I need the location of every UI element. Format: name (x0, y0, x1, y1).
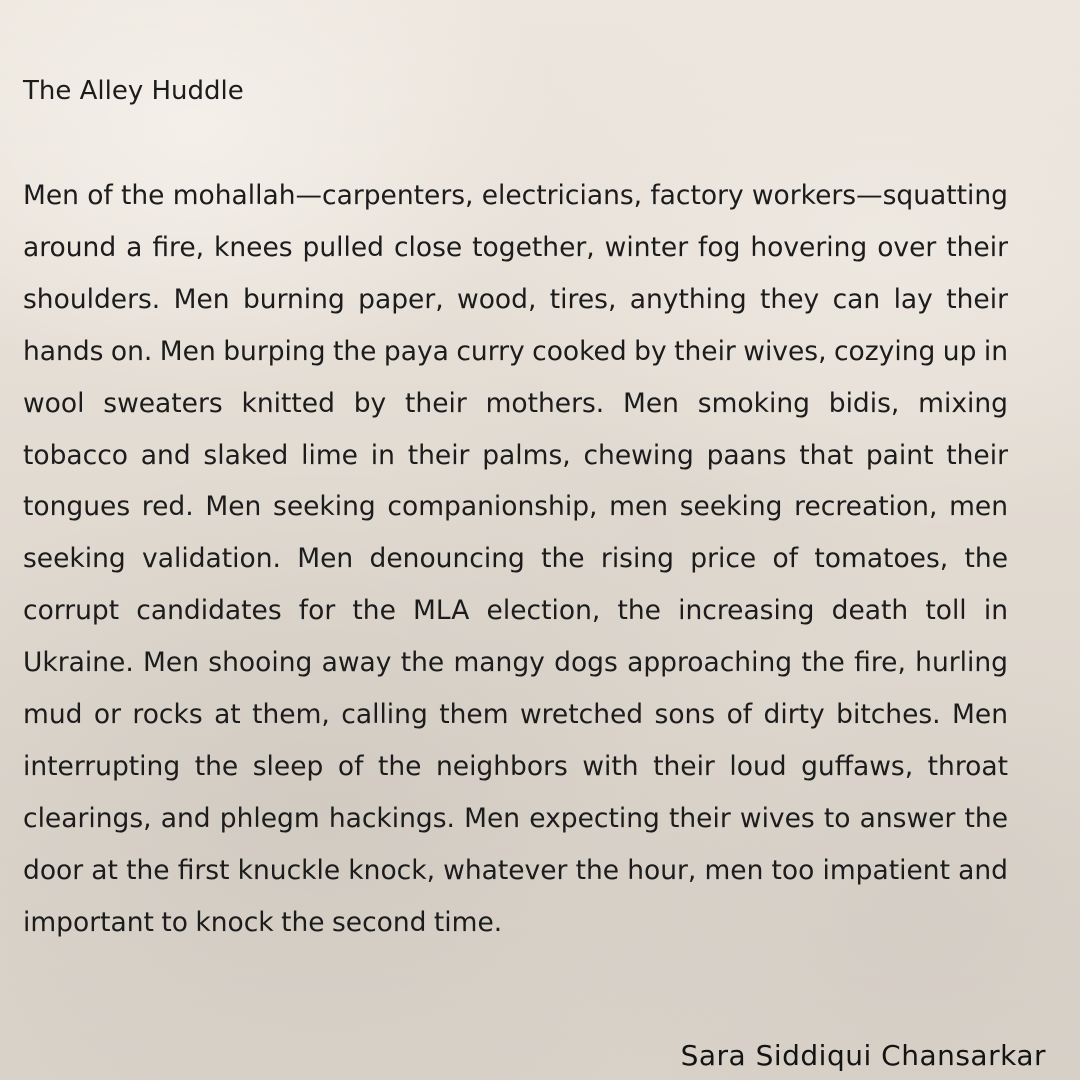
author-signature: Sara Siddiqui Chansarkar (680, 1039, 1046, 1072)
poem-title: The Alley Huddle (23, 76, 244, 106)
poem-body: Men of the mohallah—carpenters, electricians, factory workers—squatting around a fire, knees pulled close together, winter fog hovering over their shoulders. Men burning paper, wood, tires, anything they can lay their hands on. Men burping the paya curry cooked by their wives, cozying up in wool sweaters knitted by their mothers. Men smoking bidis, mixing tobacco and slaked lime in their palms, chewing paans that paint their tongues red. Men seeking companionship, men seeking recreation, men seeking validation. Men denouncing the rising price of tomatoes, the corrupt candidates for the MLA election, the increasing death toll in Ukraine. Men shooing away the mangy dogs approaching the fire, hurling mud or rocks at them, calling them wretched sons of dirty bitches. Men interrupting the sleep of the neighbors with their loud guffaws, throat clearings, and phlegm hackings. Men expecting their wives to answer the door at the first knuckle knock, whatever the hour, men too impatient and important to knock the second time. (23, 180, 1008, 938)
